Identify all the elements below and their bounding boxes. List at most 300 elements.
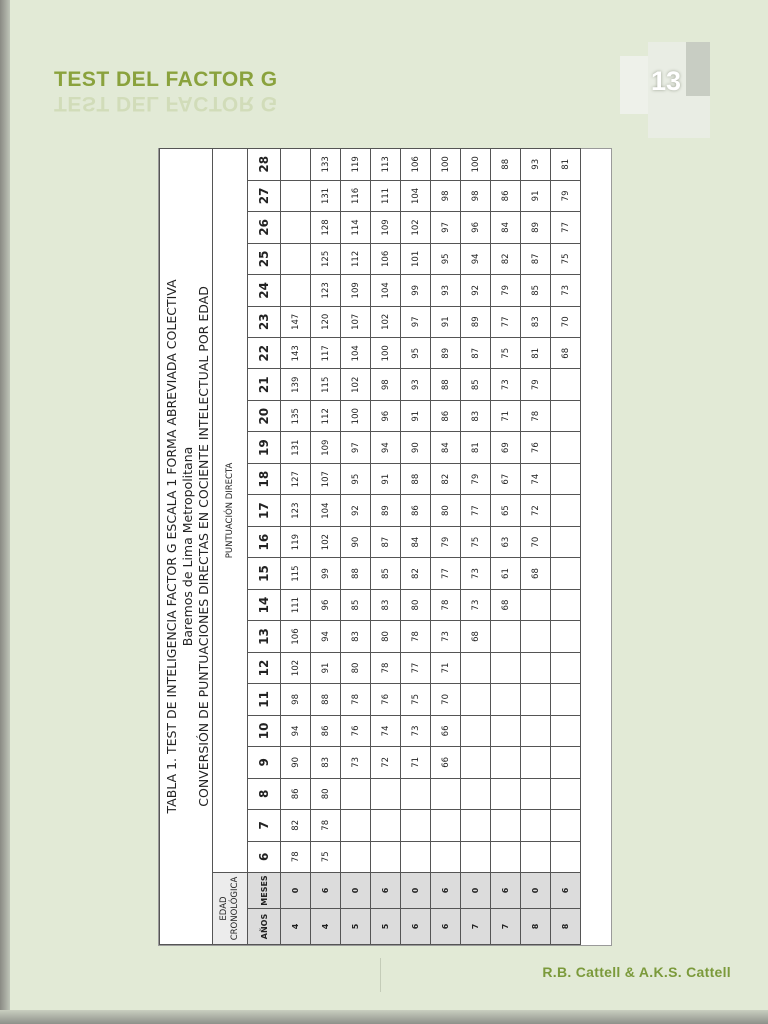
column-header: 14 — [248, 589, 281, 620]
score-cell: 76 — [341, 715, 371, 746]
score-cell — [281, 243, 311, 274]
score-cell: 73 — [491, 369, 521, 400]
score-cell: 94 — [371, 432, 401, 463]
caption-row — [160, 148, 213, 944]
score-cell: 89 — [371, 495, 401, 526]
score-cell: 131 — [311, 180, 341, 211]
column-header: 24 — [248, 275, 281, 306]
score-cell: 147 — [281, 306, 311, 337]
score-cell: 115 — [311, 369, 341, 400]
score-cell — [341, 810, 371, 841]
score-cell: 78 — [341, 684, 371, 715]
column-header: 15 — [248, 558, 281, 589]
score-cell: 75 — [491, 338, 521, 369]
table-row — [341, 148, 371, 944]
meses-cell: 0 — [401, 873, 431, 909]
score-cell: 75 — [401, 684, 431, 715]
score-cell — [461, 841, 491, 872]
score-cell — [491, 715, 521, 746]
anos-cell: 5 — [371, 909, 401, 945]
score-cell — [461, 778, 491, 809]
score-cell: 98 — [371, 369, 401, 400]
score-cell: 82 — [491, 243, 521, 274]
score-cell — [551, 526, 581, 557]
score-cell: 73 — [551, 275, 581, 306]
score-cell — [491, 747, 521, 778]
score-cell: 73 — [401, 715, 431, 746]
score-cell: 83 — [461, 400, 491, 431]
score-cell: 112 — [311, 400, 341, 431]
score-cell: 92 — [461, 275, 491, 306]
score-cell: 120 — [311, 306, 341, 337]
score-cell: 109 — [311, 432, 341, 463]
score-cell: 139 — [281, 369, 311, 400]
score-cell: 68 — [491, 589, 521, 620]
table-caption — [160, 148, 213, 944]
table-row — [311, 148, 341, 944]
score-cell: 95 — [341, 463, 371, 494]
score-cell: 89 — [431, 338, 461, 369]
meses-cell: 6 — [431, 873, 461, 909]
score-cell: 94 — [311, 621, 341, 652]
score-cell: 123 — [311, 275, 341, 306]
column-header: 26 — [248, 212, 281, 243]
score-cell: 78 — [371, 652, 401, 683]
score-cell — [551, 715, 581, 746]
score-cell: 86 — [281, 778, 311, 809]
score-cell — [551, 747, 581, 778]
score-cell: 96 — [371, 400, 401, 431]
score-cell: 143 — [281, 338, 311, 369]
meses-cell: 0 — [521, 873, 551, 909]
score-cell: 80 — [341, 652, 371, 683]
score-cell — [491, 778, 521, 809]
score-cell: 125 — [311, 243, 341, 274]
score-cell: 83 — [521, 306, 551, 337]
anos-cell: 6 — [431, 909, 461, 945]
score-cell — [551, 400, 581, 431]
score-cell: 75 — [461, 526, 491, 557]
score-cell: 78 — [311, 810, 341, 841]
column-header: 22 — [248, 338, 281, 369]
score-cell: 82 — [431, 463, 461, 494]
score-cell: 73 — [461, 589, 491, 620]
anos-cell: 6 — [401, 909, 431, 945]
score-cell: 107 — [341, 306, 371, 337]
anos-cell: 7 — [461, 909, 491, 945]
score-table-frame — [158, 148, 612, 946]
score-cell: 90 — [281, 747, 311, 778]
score-cell: 85 — [461, 369, 491, 400]
score-cell: 115 — [281, 558, 311, 589]
column-header: 16 — [248, 526, 281, 557]
score-cell — [281, 180, 311, 211]
page-bottom-edge — [0, 1010, 768, 1024]
score-cell: 77 — [461, 495, 491, 526]
score-cell — [491, 652, 521, 683]
table-row — [521, 148, 551, 944]
column-header-row — [248, 148, 281, 944]
score-cell — [371, 841, 401, 872]
score-cell: 77 — [491, 306, 521, 337]
table-row — [431, 148, 461, 944]
score-cell: 78 — [281, 841, 311, 872]
score-cell: 93 — [521, 148, 551, 180]
footer-author: R.B. Cattell & A.K.S. Cattell — [542, 964, 731, 980]
score-cell: 91 — [431, 306, 461, 337]
score-cell: 106 — [401, 148, 431, 180]
score-cell: 100 — [431, 148, 461, 180]
score-cell: 86 — [431, 400, 461, 431]
score-cell: 70 — [431, 684, 461, 715]
score-cell — [461, 747, 491, 778]
score-cell: 87 — [461, 338, 491, 369]
score-cell: 79 — [431, 526, 461, 557]
score-cell — [521, 652, 551, 683]
score-conversion-table — [159, 148, 581, 945]
anos-header: AÑOS — [248, 909, 281, 945]
score-cell: 83 — [371, 589, 401, 620]
score-cell: 91 — [521, 180, 551, 211]
score-cell: 95 — [401, 338, 431, 369]
column-header: 18 — [248, 463, 281, 494]
column-header: 9 — [248, 747, 281, 778]
score-cell: 74 — [521, 463, 551, 494]
score-cell: 95 — [431, 243, 461, 274]
meses-cell: 6 — [311, 873, 341, 909]
score-cell: 89 — [461, 306, 491, 337]
score-cell — [551, 621, 581, 652]
score-cell: 111 — [281, 589, 311, 620]
score-cell: 78 — [431, 589, 461, 620]
score-cell — [461, 652, 491, 683]
score-cell: 66 — [431, 715, 461, 746]
score-cell: 96 — [311, 589, 341, 620]
score-cell: 106 — [281, 621, 311, 652]
meses-cell: 0 — [341, 873, 371, 909]
score-cell: 82 — [401, 558, 431, 589]
meses-cell: 6 — [551, 873, 581, 909]
score-cell: 80 — [431, 495, 461, 526]
table-row — [401, 148, 431, 944]
score-cell — [551, 432, 581, 463]
score-cell — [551, 684, 581, 715]
score-cell — [461, 684, 491, 715]
score-cell: 123 — [281, 495, 311, 526]
score-cell: 104 — [311, 495, 341, 526]
score-cell: 63 — [491, 526, 521, 557]
score-cell — [431, 778, 461, 809]
score-cell: 128 — [311, 212, 341, 243]
column-header: 25 — [248, 243, 281, 274]
group-header-row — [213, 148, 248, 944]
score-cell: 97 — [341, 432, 371, 463]
score-cell: 109 — [371, 212, 401, 243]
score-cell: 89 — [521, 212, 551, 243]
score-cell — [551, 810, 581, 841]
column-header: 27 — [248, 180, 281, 211]
score-cell — [401, 841, 431, 872]
score-cell — [371, 778, 401, 809]
meses-header: MESES — [248, 873, 281, 909]
column-header: 13 — [248, 621, 281, 652]
column-header: 11 — [248, 684, 281, 715]
score-cell — [461, 715, 491, 746]
score-cell: 87 — [521, 243, 551, 274]
score-cell: 90 — [401, 432, 431, 463]
score-cell: 79 — [461, 463, 491, 494]
score-cell — [521, 778, 551, 809]
score-cell — [551, 652, 581, 683]
score-cell — [341, 778, 371, 809]
score-cell: 83 — [311, 747, 341, 778]
score-cell: 91 — [401, 400, 431, 431]
score-cell: 96 — [461, 212, 491, 243]
caption-line-2: Baremos de Lima Metropolitana — [180, 446, 195, 647]
score-cell: 67 — [491, 463, 521, 494]
score-cell: 102 — [311, 526, 341, 557]
score-cell — [491, 621, 521, 652]
score-cell: 86 — [311, 715, 341, 746]
score-cell: 74 — [371, 715, 401, 746]
score-cell — [551, 369, 581, 400]
score-cell: 81 — [521, 338, 551, 369]
score-cell: 79 — [521, 369, 551, 400]
score-cell: 86 — [491, 180, 521, 211]
score-cell — [431, 810, 461, 841]
score-cell — [551, 778, 581, 809]
score-cell: 88 — [311, 684, 341, 715]
column-header: 12 — [248, 652, 281, 683]
column-header: 8 — [248, 778, 281, 809]
score-cell: 111 — [371, 180, 401, 211]
score-cell: 90 — [341, 526, 371, 557]
score-cell: 135 — [281, 400, 311, 431]
score-cell: 80 — [371, 621, 401, 652]
score-cell: 72 — [371, 747, 401, 778]
score-cell: 104 — [401, 180, 431, 211]
anos-cell: 8 — [521, 909, 551, 945]
column-header: 10 — [248, 715, 281, 746]
anos-cell: 7 — [491, 909, 521, 945]
score-cell: 93 — [401, 369, 431, 400]
score-cell: 77 — [431, 558, 461, 589]
score-cell: 71 — [491, 400, 521, 431]
table-row — [371, 148, 401, 944]
score-cell: 88 — [341, 558, 371, 589]
score-cell — [281, 148, 311, 180]
score-cell: 69 — [491, 432, 521, 463]
puntuacion-header: PUNTUACIÓN DIRECTA — [213, 148, 248, 872]
score-cell: 91 — [311, 652, 341, 683]
score-cell — [521, 684, 551, 715]
score-cell — [491, 841, 521, 872]
rotated-table — [159, 149, 611, 945]
meses-cell: 6 — [371, 873, 401, 909]
score-cell: 76 — [521, 432, 551, 463]
score-cell: 84 — [401, 526, 431, 557]
score-cell: 101 — [401, 243, 431, 274]
score-cell — [521, 589, 551, 620]
score-cell: 97 — [431, 212, 461, 243]
score-cell: 79 — [551, 180, 581, 211]
score-cell — [521, 810, 551, 841]
score-cell: 70 — [521, 526, 551, 557]
score-cell — [341, 841, 371, 872]
score-cell: 70 — [551, 306, 581, 337]
document-title — [54, 68, 278, 115]
caption-line-1: TABLA 1. TEST DE INTELIGENCIA FACTOR G ESCALA 1 FORMA ABREVIADA COLECTIVA — [164, 279, 179, 814]
score-cell: 98 — [281, 684, 311, 715]
page-left-edge — [0, 0, 10, 1024]
score-cell — [521, 841, 551, 872]
score-cell: 88 — [491, 148, 521, 180]
score-cell: 80 — [401, 589, 431, 620]
score-cell: 86 — [401, 495, 431, 526]
score-cell: 88 — [431, 369, 461, 400]
table-row — [551, 148, 581, 944]
score-cell: 99 — [401, 275, 431, 306]
score-cell: 116 — [341, 180, 371, 211]
score-cell — [281, 275, 311, 306]
table-row — [461, 148, 491, 944]
column-header: 23 — [248, 306, 281, 337]
table-row — [491, 148, 521, 944]
score-cell: 85 — [341, 589, 371, 620]
score-cell: 93 — [431, 275, 461, 306]
score-cell: 98 — [461, 180, 491, 211]
score-cell: 97 — [401, 306, 431, 337]
score-cell: 75 — [311, 841, 341, 872]
score-cell: 100 — [371, 338, 401, 369]
score-cell: 119 — [281, 526, 311, 557]
score-cell: 79 — [491, 275, 521, 306]
score-cell: 66 — [431, 747, 461, 778]
score-cell: 61 — [491, 558, 521, 589]
score-cell: 117 — [311, 338, 341, 369]
score-cell: 75 — [551, 243, 581, 274]
footer-divider — [380, 958, 381, 992]
score-cell — [551, 589, 581, 620]
score-cell: 71 — [431, 652, 461, 683]
score-cell: 94 — [281, 715, 311, 746]
score-cell: 77 — [551, 212, 581, 243]
document-title-reflection: TEST DEL FACTOR G — [54, 92, 278, 115]
page-number: 13 — [650, 66, 682, 96]
score-cell: 100 — [461, 148, 491, 180]
column-header: 21 — [248, 369, 281, 400]
caption-line-3: CONVERSIÓN DE PUNTUACIONES DIRECTAS EN COCIENTE INTELECTUAL POR EDAD — [196, 286, 211, 807]
score-cell: 85 — [521, 275, 551, 306]
score-cell: 102 — [341, 369, 371, 400]
score-cell — [371, 810, 401, 841]
score-cell: 109 — [341, 275, 371, 306]
edad-header: EDAD CRONOLÓGICA — [213, 873, 248, 945]
score-cell — [401, 778, 431, 809]
score-cell: 94 — [461, 243, 491, 274]
score-cell — [521, 747, 551, 778]
score-cell: 80 — [311, 778, 341, 809]
document-title-text: TEST DEL FACTOR G — [54, 68, 278, 91]
score-cell: 104 — [341, 338, 371, 369]
score-cell: 68 — [461, 621, 491, 652]
score-cell: 68 — [521, 558, 551, 589]
score-cell — [491, 684, 521, 715]
score-cell: 113 — [371, 148, 401, 180]
column-header: 19 — [248, 432, 281, 463]
score-cell: 76 — [371, 684, 401, 715]
score-cell: 78 — [401, 621, 431, 652]
score-cell: 73 — [341, 747, 371, 778]
meses-cell: 0 — [281, 873, 311, 909]
score-cell: 78 — [521, 400, 551, 431]
score-cell: 106 — [371, 243, 401, 274]
anos-cell: 8 — [551, 909, 581, 945]
score-cell: 71 — [401, 747, 431, 778]
score-cell: 81 — [461, 432, 491, 463]
score-cell — [551, 463, 581, 494]
score-cell: 85 — [371, 558, 401, 589]
score-cell — [551, 841, 581, 872]
score-cell: 119 — [341, 148, 371, 180]
score-cell — [551, 558, 581, 589]
score-cell: 88 — [401, 463, 431, 494]
column-header: 6 — [248, 841, 281, 872]
score-cell — [491, 810, 521, 841]
score-cell: 83 — [341, 621, 371, 652]
score-cell: 104 — [371, 275, 401, 306]
score-cell — [551, 495, 581, 526]
score-cell: 82 — [281, 810, 311, 841]
meses-cell: 6 — [491, 873, 521, 909]
score-cell — [281, 212, 311, 243]
score-cell — [461, 810, 491, 841]
score-cell: 133 — [311, 148, 341, 180]
score-cell — [521, 715, 551, 746]
score-cell: 100 — [341, 400, 371, 431]
table-row — [281, 148, 311, 944]
score-cell: 92 — [341, 495, 371, 526]
score-cell — [401, 810, 431, 841]
score-cell: 102 — [281, 652, 311, 683]
score-cell: 87 — [371, 526, 401, 557]
score-cell: 114 — [341, 212, 371, 243]
score-cell: 72 — [521, 495, 551, 526]
anos-cell: 4 — [311, 909, 341, 945]
score-cell: 102 — [401, 212, 431, 243]
anos-cell: 4 — [281, 909, 311, 945]
score-cell: 127 — [281, 463, 311, 494]
score-cell: 102 — [371, 306, 401, 337]
score-cell: 77 — [401, 652, 431, 683]
score-cell: 131 — [281, 432, 311, 463]
score-cell: 112 — [341, 243, 371, 274]
column-header: 7 — [248, 810, 281, 841]
score-cell — [431, 841, 461, 872]
score-cell: 65 — [491, 495, 521, 526]
column-header: 17 — [248, 495, 281, 526]
meses-cell: 0 — [461, 873, 491, 909]
column-header: 28 — [248, 148, 281, 180]
score-cell: 99 — [311, 558, 341, 589]
column-header: 20 — [248, 400, 281, 431]
score-cell: 73 — [461, 558, 491, 589]
score-cell: 73 — [431, 621, 461, 652]
anos-cell: 5 — [341, 909, 371, 945]
score-cell: 68 — [551, 338, 581, 369]
score-cell: 84 — [491, 212, 521, 243]
score-cell: 91 — [371, 463, 401, 494]
